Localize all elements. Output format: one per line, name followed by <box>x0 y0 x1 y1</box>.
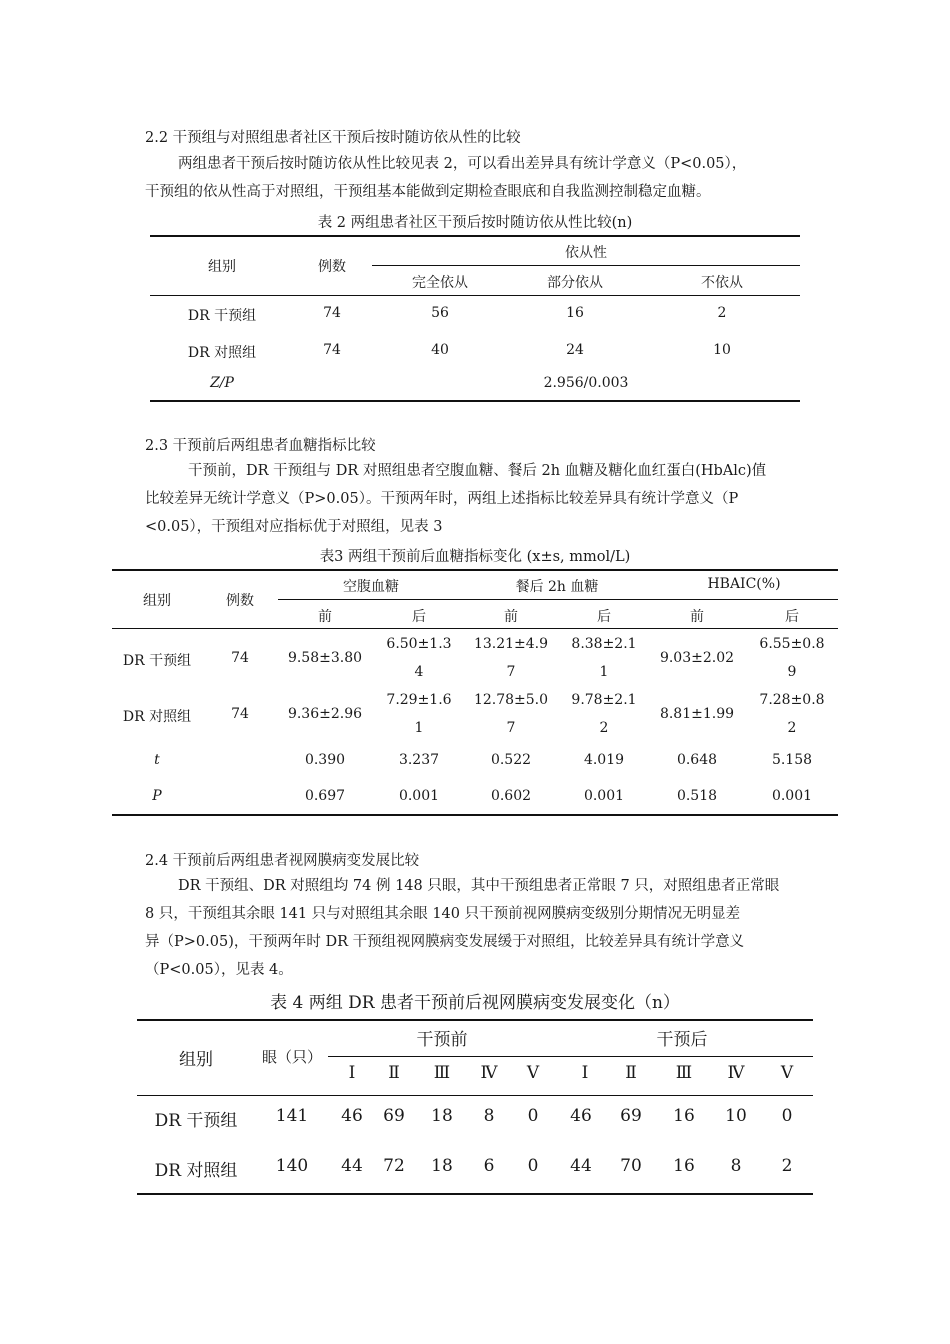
section-2-2-heading: 2.2 干预组与对照组患者社区干预后按时随访依从性的比较 <box>145 130 521 146</box>
table4-top-rule <box>137 1019 813 1021</box>
table4-head-before: 干预前 <box>416 1030 468 1050</box>
table3-row2-cell4a: 9.78±2.1 <box>571 692 637 708</box>
table3-sub-6: 后 <box>785 609 799 625</box>
table2-top-rule <box>150 235 800 237</box>
table4-row1-v2: 69 <box>383 1106 405 1126</box>
table4-sub-9: Ⅳ <box>727 1063 745 1083</box>
table3-row2-count: 74 <box>231 706 249 722</box>
table3-row1-cell5: 9.03±2.02 <box>659 650 735 666</box>
table3-caption: 表3 两组干预前后血糖指标变化 (x±s, mmol/L) <box>319 549 631 565</box>
section-2-4-line-4: （P<0.05），见表 4。 <box>145 962 293 978</box>
table4-row1-group: DR 干预组 <box>154 1111 238 1131</box>
table4-row1-eyes: 141 <box>275 1106 309 1126</box>
table3-p-1: 0.697 <box>304 788 346 804</box>
table4-bottom-rule <box>137 1193 813 1195</box>
table4-sub-8: Ⅲ <box>675 1063 693 1083</box>
table2-head-none: 不依从 <box>701 275 743 291</box>
table3-sub-3: 前 <box>504 609 518 625</box>
table2-head-partial: 部分依从 <box>547 275 603 291</box>
table2-stat-label: Z/P <box>210 375 234 391</box>
table3-row1-cell4a: 8.38±2.1 <box>571 636 637 652</box>
table3-row2-cell5: 8.81±1.99 <box>659 706 735 722</box>
table3-row1-cell2a: 6.50±1.3 <box>386 636 452 652</box>
table4-sub-6: Ⅰ <box>581 1063 589 1083</box>
table4-row2-v9: 8 <box>730 1156 742 1176</box>
table3-sub-4: 后 <box>597 609 611 625</box>
table3-row2-cell1: 9.36±2.96 <box>287 706 363 722</box>
table4-sub-10: Ⅴ <box>780 1063 794 1083</box>
table2-row1-count: 74 <box>323 305 341 321</box>
table4-row1-v6: 46 <box>570 1106 592 1126</box>
table3-sub-2: 后 <box>412 609 426 625</box>
table3-row2-cell4b: 2 <box>599 720 609 736</box>
table3-bottom-rule <box>112 814 838 816</box>
table4-row2-v4: 6 <box>483 1156 495 1176</box>
section-2-2-line-2: 干预组的依从性高于对照组，干预组基本能做到定期检查眼底和自我监测控制稳定血糖。 <box>145 184 711 200</box>
table4-row1-v9: 10 <box>725 1106 747 1126</box>
table3-row1-cell6a: 6.55±0.8 <box>759 636 825 652</box>
table4-sub-2: Ⅱ <box>388 1063 400 1083</box>
table3-p-label: P <box>152 788 162 804</box>
table2-row1-group: DR 干预组 <box>187 308 257 324</box>
table3-sub-5: 前 <box>690 609 704 625</box>
table3-head-postmeal: 餐后 2h 血糖 <box>515 579 599 595</box>
table4-row2-v6: 44 <box>570 1156 592 1176</box>
table3-row1-count: 74 <box>231 650 249 666</box>
table2-head-compliance: 依从性 <box>565 245 607 261</box>
table3-row1-cell3b: 7 <box>506 664 516 680</box>
table2-head-rule <box>150 295 800 296</box>
table3-head-fasting: 空腹血糖 <box>343 579 399 595</box>
section-2-4-heading: 2.4 干预前后两组患者视网膜病变发展比较 <box>145 853 420 869</box>
table3-row2-cell6a: 7.28±0.8 <box>759 692 825 708</box>
table4-head-eyes: 眼（只） <box>261 1048 322 1066</box>
table3-row2-cell2b: 1 <box>414 720 424 736</box>
section-2-4-line-3: 异（P>0.05)，干预两年时 DR 干预组视网膜病变发展缓于对照组，比较差异具有统计学意义 <box>145 934 745 950</box>
table3-row2-group: DR 对照组 <box>122 709 192 725</box>
table4-row1-v8: 16 <box>673 1106 695 1126</box>
table4-row2-v1: 44 <box>341 1156 363 1176</box>
table2-row2-none: 10 <box>713 342 731 358</box>
table4-row1-v10: 0 <box>781 1106 793 1126</box>
table3-p-6: 0.001 <box>771 788 813 804</box>
table3-t-6: 5.158 <box>771 752 813 768</box>
table4-row1-v5: 0 <box>527 1106 539 1126</box>
table3-p-4: 0.001 <box>583 788 625 804</box>
table3-top-rule <box>112 569 838 571</box>
table2-stat-value: 2.956/0.003 <box>543 375 629 391</box>
table2-row2-partial: 24 <box>566 342 584 358</box>
table3-p-3: 0.602 <box>490 788 532 804</box>
table3-t-5: 0.648 <box>676 752 718 768</box>
table2-row1-none: 2 <box>717 305 727 321</box>
table3-head-hba1c: HBAIC(%) <box>707 576 781 592</box>
table4-row2-group: DR 对照组 <box>154 1161 238 1181</box>
table3-row1-cell2b: 4 <box>414 664 424 680</box>
table3-t-label: t <box>154 752 160 768</box>
section-2-4-line-1: DR 干预组、DR 对照组均 74 例 148 只眼，其中干预组患者正常眼 7 只，对照组患者正常眼 <box>178 878 780 894</box>
table4-sub-4: Ⅳ <box>480 1063 498 1083</box>
table4-head-after: 干预后 <box>656 1030 708 1050</box>
table4-row1-v4: 8 <box>483 1106 495 1126</box>
table4-row1-v1: 46 <box>341 1106 363 1126</box>
table4-head-group: 组别 <box>179 1050 213 1070</box>
table3-row2-cell2a: 7.29±1.6 <box>386 692 452 708</box>
section-2-3-line-3: <0.05），干预组对应指标优于对照组，见表 3 <box>145 519 443 535</box>
table3-t-2: 3.237 <box>398 752 440 768</box>
table3-t-1: 0.390 <box>304 752 346 768</box>
table3-row1-cell3a: 13.21±4.9 <box>473 636 549 652</box>
table4-sub-1: Ⅰ <box>348 1063 356 1083</box>
table3-row2-cell3b: 7 <box>506 720 516 736</box>
table3-p-2: 0.001 <box>398 788 440 804</box>
table3-row1-group: DR 干预组 <box>122 653 192 669</box>
section-2-4-line-2: 8 只，干预组其余眼 141 只与对照组其余眼 140 只干预前视网膜病变级别分期情况无明显差 <box>145 906 741 922</box>
table3-head-group: 组别 <box>143 593 171 609</box>
table3-sub-1: 前 <box>318 609 332 625</box>
section-2-2-line-1: 两组患者干预后按时随访依从性比较见表 2，可以看出差异具有统计学意义（P<0.05）， <box>178 156 747 172</box>
table3-group-rule <box>278 599 838 600</box>
table2-row1-partial: 16 <box>566 305 584 321</box>
table3-t-3: 0.522 <box>490 752 532 768</box>
table2-head-group: 组别 <box>208 259 236 275</box>
table2-row2-group: DR 对照组 <box>187 345 257 361</box>
table3-head-count: 例数 <box>226 593 254 609</box>
table2-head-count: 例数 <box>318 259 346 275</box>
table3-head-rule <box>112 628 838 629</box>
table3-row2-cell6b: 2 <box>787 720 797 736</box>
table3-row1-cell1: 9.58±3.80 <box>287 650 363 666</box>
table2-caption: 表 2 两组患者社区干预后按时随访依从性比较(n) <box>317 215 633 231</box>
table4-row1-v3: 18 <box>431 1106 453 1126</box>
table4-head-rule <box>137 1095 813 1096</box>
table3-t-4: 4.019 <box>583 752 625 768</box>
table4-row2-v3: 18 <box>431 1156 453 1176</box>
table2-head-full: 完全依从 <box>412 275 468 291</box>
section-2-3-line-1: 干预前，DR 干预组与 DR 对照组患者空腹血糖、餐后 2h 血糖及糖化血红蛋白(HbAlc)值 <box>188 463 767 479</box>
table4-row2-eyes: 140 <box>275 1156 309 1176</box>
table4-row2-v5: 0 <box>527 1156 539 1176</box>
table4-sub-3: Ⅲ <box>433 1063 451 1083</box>
table3-row2-cell3a: 12.78±5.0 <box>473 692 549 708</box>
table3-row1-cell6b: 9 <box>787 664 797 680</box>
table4-row2-v8: 16 <box>673 1156 695 1176</box>
table2-group-rule <box>372 265 800 266</box>
table4-row2-v10: 2 <box>781 1156 793 1176</box>
table3-row1-cell4b: 1 <box>599 664 609 680</box>
table3-p-5: 0.518 <box>676 788 718 804</box>
table4-row1-v7: 69 <box>620 1106 642 1126</box>
table4-sub-5: Ⅴ <box>526 1063 540 1083</box>
table2-row2-full: 40 <box>431 342 449 358</box>
table2-row1-full: 56 <box>431 305 449 321</box>
table4-row2-v2: 72 <box>383 1156 405 1176</box>
table4-caption: 表 4 两组 DR 患者干预前后视网膜病变发展变化（n） <box>270 993 680 1013</box>
table4-group-rule <box>328 1056 813 1057</box>
table4-row2-v7: 70 <box>620 1156 642 1176</box>
table4-sub-7: Ⅱ <box>625 1063 637 1083</box>
section-2-3-line-2: 比较差异无统计学意义（P>0.05）。干预两年时，两组上述指标比较差异具有统计学意义（P <box>145 491 739 507</box>
section-2-3-heading: 2.3 干预前后两组患者血糖指标比较 <box>145 438 376 454</box>
table2-row2-count: 74 <box>323 342 341 358</box>
table2-bottom-rule <box>150 400 800 402</box>
